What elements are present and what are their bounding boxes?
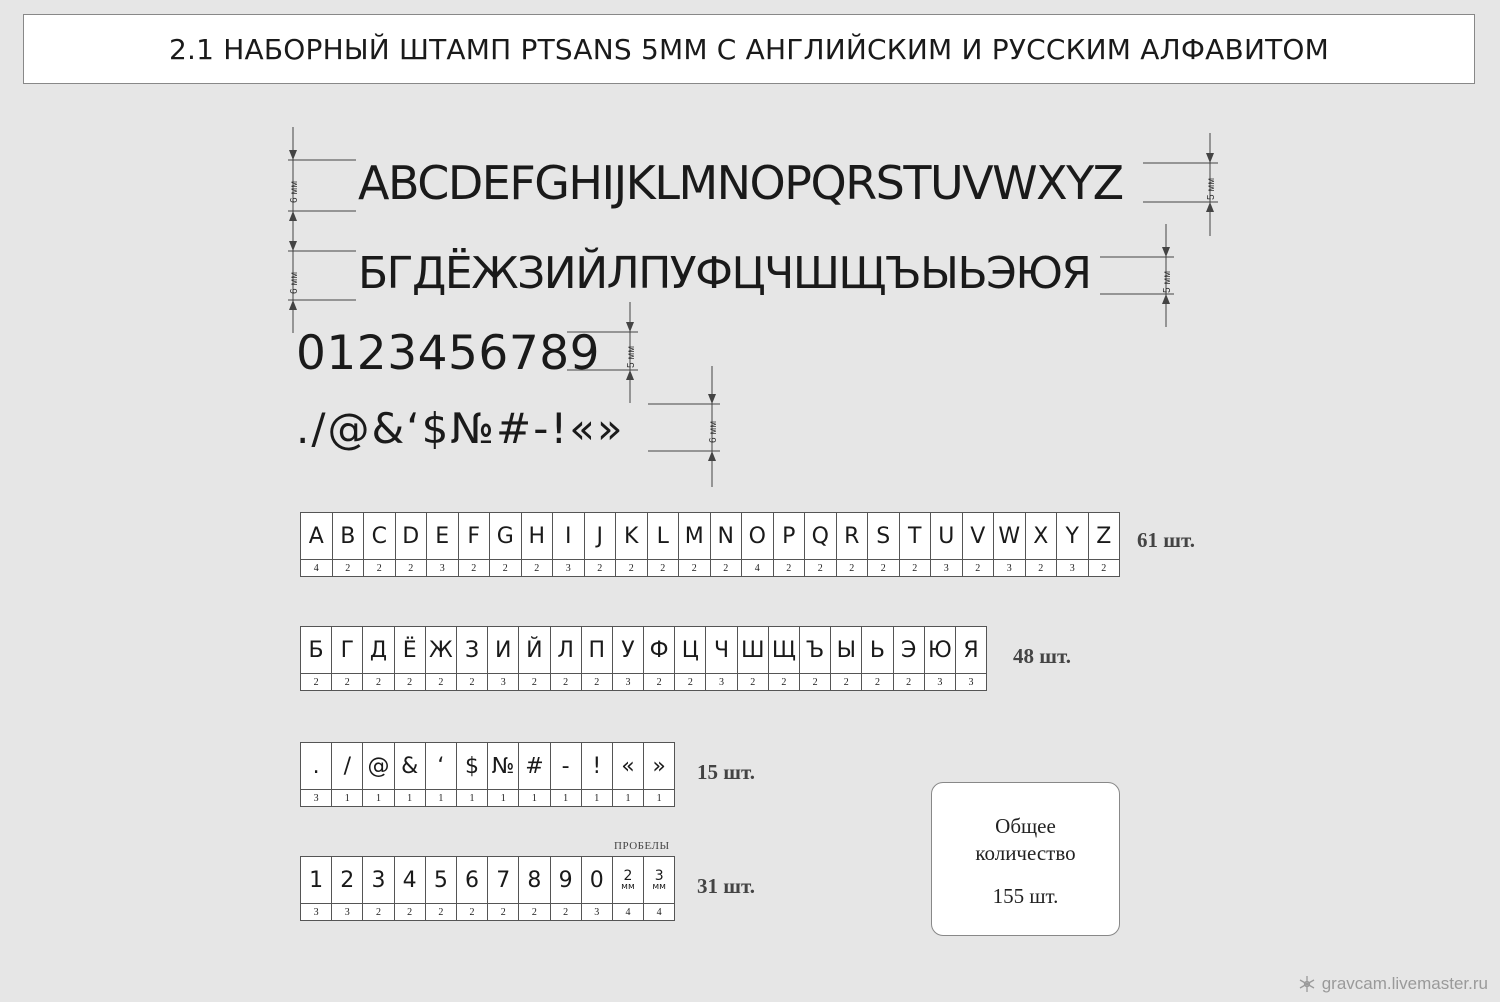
- cyrillic-glyph-cell: Й: [519, 627, 550, 674]
- latin-glyph-cell: A: [301, 513, 333, 560]
- latin-glyph-cell: F: [458, 513, 490, 560]
- cyrillic-glyph-cell: Ы: [831, 627, 862, 674]
- symbols-glyph-cell: «: [612, 743, 643, 790]
- digits-glyph-cell: 5: [425, 857, 456, 904]
- snowflake-logo-icon: [1298, 975, 1316, 993]
- digits-glyph-cell: 7: [488, 857, 519, 904]
- space-unit: мм: [652, 881, 666, 892]
- latin-glyph-cell: H: [521, 513, 553, 560]
- cyrillic-count-cell: 3: [488, 674, 519, 691]
- latin-glyph-cell: V: [962, 513, 994, 560]
- symbols-count-cell: 1: [488, 790, 519, 807]
- dim-label-cyrillic-left: 6 мм: [289, 271, 300, 294]
- latin-stamp-table: [300, 512, 1120, 577]
- symbols-glyph-cell: $: [456, 743, 487, 790]
- symbols-glyph-cell: /: [332, 743, 363, 790]
- latin-glyph-cell: S: [868, 513, 900, 560]
- latin-glyph-cell: L: [647, 513, 679, 560]
- cyrillic-glyph-cell: Ч: [706, 627, 737, 674]
- latin-count-cell: 3: [931, 560, 963, 577]
- symbols-count-cell: 1: [550, 790, 581, 807]
- digits-glyph-cell: 1: [301, 857, 332, 904]
- latin-glyph-cell: O: [742, 513, 774, 560]
- watermark-text: gravcam.livemaster.ru: [1321, 974, 1488, 993]
- cyrillic-count-cell: 3: [955, 674, 986, 691]
- spaces-label: ПРОБЕЛЫ: [614, 840, 670, 852]
- latin-glyph-row: [301, 513, 1120, 560]
- digits-stamp-table: [300, 856, 675, 921]
- symbols-glyph-cell: &: [394, 743, 425, 790]
- cyrillic-count-cell: 3: [924, 674, 955, 691]
- cyrillic-count-row: [301, 674, 987, 691]
- latin-count-cell: 4: [742, 560, 774, 577]
- cyrillic-glyph-cell: Б: [301, 627, 332, 674]
- latin-count-cell: 2: [805, 560, 837, 577]
- latin-count-cell: 2: [490, 560, 522, 577]
- symbols-count-cell: 1: [581, 790, 612, 807]
- symbols-count-cell: 1: [363, 790, 394, 807]
- cyrillic-glyph-cell: Л: [550, 627, 581, 674]
- cyrillic-total: 48 шт.: [1013, 644, 1071, 668]
- space-size: 2: [623, 867, 633, 884]
- cyrillic-glyph-row: [301, 627, 987, 674]
- cyrillic-count-cell: 2: [675, 674, 706, 691]
- digits-glyph-cell: 2: [332, 857, 363, 904]
- cyrillic-stamp-table: [300, 626, 987, 691]
- latin-count-cell: 3: [1057, 560, 1089, 577]
- space-cell: [612, 857, 643, 904]
- cyrillic-count-cell: 2: [425, 674, 456, 691]
- cyrillic-glyph-cell: Ю: [924, 627, 955, 674]
- cyrillic-glyph-cell: Э: [893, 627, 924, 674]
- cyrillic-count-cell: 2: [332, 674, 363, 691]
- digits-glyph-cell: 8: [519, 857, 550, 904]
- digits-specimen: 0123456789: [296, 326, 601, 381]
- latin-count-cell: 2: [364, 560, 396, 577]
- latin-glyph-cell: C: [364, 513, 396, 560]
- latin-count-cell: 2: [521, 560, 553, 577]
- symbols-total: 15 шт.: [697, 760, 755, 784]
- cyrillic-count-cell: 2: [737, 674, 768, 691]
- latin-glyph-cell: Z: [1088, 513, 1120, 560]
- digits-count-cell: 2: [363, 904, 394, 921]
- cyrillic-count-cell: 2: [831, 674, 862, 691]
- cyrillic-glyph-cell: Ж: [425, 627, 456, 674]
- dim-label-cyrillic-right: 5 мм: [1162, 270, 1173, 293]
- cyrillic-glyph-cell: Щ: [768, 627, 799, 674]
- digits-count-cell: 2: [456, 904, 487, 921]
- latin-count-cell: 2: [868, 560, 900, 577]
- page-title: 2.1 НАБОРНЫЙ ШТАМП PTSANS 5ММ С АНГЛИЙСКИМ И РУССКИМ АЛФАВИТОМ: [23, 14, 1475, 84]
- latin-glyph-cell: B: [332, 513, 364, 560]
- cyrillic-glyph-cell: З: [456, 627, 487, 674]
- symbols-glyph-cell: »: [644, 743, 675, 790]
- digits-count-cell: 2: [519, 904, 550, 921]
- dim-label-digits: 5 мм: [626, 345, 637, 368]
- digits-glyph-cell: 9: [550, 857, 581, 904]
- cyrillic-count-cell: 2: [394, 674, 425, 691]
- cyrillic-glyph-cell: П: [581, 627, 612, 674]
- latin-count-row: [301, 560, 1120, 577]
- symbols-count-cell: 1: [519, 790, 550, 807]
- cyrillic-glyph-cell: Ё: [394, 627, 425, 674]
- cyrillic-count-cell: 2: [644, 674, 675, 691]
- symbols-stamp-table: [300, 742, 675, 807]
- cyrillic-count-cell: 2: [862, 674, 893, 691]
- cyrillic-glyph-cell: Г: [332, 627, 363, 674]
- cyrillic-count-cell: 2: [550, 674, 581, 691]
- cyrillic-count-cell: 2: [893, 674, 924, 691]
- latin-glyph-cell: I: [553, 513, 585, 560]
- latin-glyph-cell: U: [931, 513, 963, 560]
- latin-glyph-cell: N: [710, 513, 742, 560]
- summary-box: [931, 782, 1120, 936]
- cyrillic-glyph-cell: Ц: [675, 627, 706, 674]
- latin-glyph-cell: Q: [805, 513, 837, 560]
- latin-glyph-cell: G: [490, 513, 522, 560]
- latin-glyph-cell: M: [679, 513, 711, 560]
- space-unit: мм: [621, 881, 635, 892]
- symbols-glyph-cell: @: [363, 743, 394, 790]
- cyrillic-glyph-cell: Д: [363, 627, 394, 674]
- latin-glyph-cell: W: [994, 513, 1026, 560]
- digits-count-cell: 3: [301, 904, 332, 921]
- latin-glyph-cell: K: [616, 513, 648, 560]
- digits-glyph-row: [301, 857, 675, 904]
- latin-count-cell: 2: [584, 560, 616, 577]
- latin-count-cell: 2: [836, 560, 868, 577]
- digits-count-cell: 4: [612, 904, 643, 921]
- latin-glyph-cell: E: [427, 513, 459, 560]
- cyrillic-count-cell: 2: [800, 674, 831, 691]
- symbols-glyph-cell: ‘: [425, 743, 456, 790]
- latin-count-cell: 3: [427, 560, 459, 577]
- latin-glyph-cell: P: [773, 513, 805, 560]
- symbols-glyph-cell: #: [519, 743, 550, 790]
- summary-line-2: количество: [975, 841, 1076, 865]
- symbols-count-cell: 1: [456, 790, 487, 807]
- symbols-count-cell: 1: [332, 790, 363, 807]
- latin-count-cell: 2: [710, 560, 742, 577]
- digits-count-cell: 2: [394, 904, 425, 921]
- cyrillic-count-cell: 2: [519, 674, 550, 691]
- cyrillic-glyph-cell: У: [612, 627, 643, 674]
- latin-count-cell: 2: [647, 560, 679, 577]
- symbols-count-cell: 1: [612, 790, 643, 807]
- dim-label-symbols: 6 мм: [708, 420, 719, 443]
- digits-count-row: [301, 904, 675, 921]
- cyrillic-glyph-cell: Ь: [862, 627, 893, 674]
- symbols-glyph-cell: -: [550, 743, 581, 790]
- digits-count-cell: 3: [332, 904, 363, 921]
- digits-count-cell: 4: [644, 904, 675, 921]
- symbols-count-cell: 3: [301, 790, 332, 807]
- cyrillic-count-cell: 3: [612, 674, 643, 691]
- symbols-count-cell: 1: [394, 790, 425, 807]
- cyrillic-count-cell: 2: [363, 674, 394, 691]
- dim-label-latin-right: 5 мм: [1206, 177, 1217, 200]
- latin-count-cell: 2: [679, 560, 711, 577]
- digits-glyph-cell: 6: [456, 857, 487, 904]
- latin-glyph-cell: J: [584, 513, 616, 560]
- latin-specimen: ABCDEFGHIJKLMNOPQRSTUVWXYZ: [358, 156, 1123, 210]
- latin-count-cell: 2: [395, 560, 427, 577]
- digits-count-cell: 2: [550, 904, 581, 921]
- latin-count-cell: 2: [962, 560, 994, 577]
- watermark: [1298, 974, 1488, 994]
- latin-count-cell: 2: [1088, 560, 1120, 577]
- symbols-count-cell: 1: [644, 790, 675, 807]
- cyrillic-glyph-cell: Ъ: [800, 627, 831, 674]
- latin-count-cell: 2: [458, 560, 490, 577]
- latin-glyph-cell: T: [899, 513, 931, 560]
- cyrillic-count-cell: 2: [581, 674, 612, 691]
- latin-glyph-cell: D: [395, 513, 427, 560]
- symbols-count-cell: 1: [425, 790, 456, 807]
- latin-glyph-cell: R: [836, 513, 868, 560]
- latin-count-cell: 4: [301, 560, 333, 577]
- latin-total: 61 шт.: [1137, 528, 1195, 552]
- latin-count-cell: 2: [1025, 560, 1057, 577]
- digits-total: 31 шт.: [697, 874, 755, 898]
- summary-total: 155 шт.: [992, 884, 1059, 908]
- latin-count-cell: 2: [616, 560, 648, 577]
- cyrillic-count-cell: 2: [456, 674, 487, 691]
- latin-count-cell: 2: [332, 560, 364, 577]
- symbols-specimen: ./@&‘$№#-!«»: [296, 404, 625, 453]
- cyrillic-glyph-cell: Я: [955, 627, 986, 674]
- symbols-glyph-cell: №: [488, 743, 519, 790]
- cyrillic-glyph-cell: Ф: [644, 627, 675, 674]
- cyrillic-glyph-cell: Ш: [737, 627, 768, 674]
- dim-label-latin-left: 6 мм: [289, 180, 300, 203]
- latin-count-cell: 2: [773, 560, 805, 577]
- latin-count-cell: 3: [994, 560, 1026, 577]
- symbols-glyph-cell: !: [581, 743, 612, 790]
- symbols-glyph-row: [301, 743, 675, 790]
- space-cell: [644, 857, 675, 904]
- latin-count-cell: 2: [899, 560, 931, 577]
- latin-count-cell: 3: [553, 560, 585, 577]
- latin-glyph-cell: X: [1025, 513, 1057, 560]
- digits-count-cell: 2: [488, 904, 519, 921]
- digits-count-cell: 2: [425, 904, 456, 921]
- digits-glyph-cell: 0: [581, 857, 612, 904]
- cyrillic-count-cell: 3: [706, 674, 737, 691]
- digits-glyph-cell: 3: [363, 857, 394, 904]
- symbols-glyph-cell: .: [301, 743, 332, 790]
- symbols-count-row: [301, 790, 675, 807]
- latin-glyph-cell: Y: [1057, 513, 1089, 560]
- digits-count-cell: 3: [581, 904, 612, 921]
- cyrillic-glyph-cell: И: [488, 627, 519, 674]
- cyrillic-specimen: БГДЁЖЗИЙЛПУФЦЧШЩЪЫЬЭЮЯ: [358, 248, 1091, 299]
- summary-line-1: Общее: [995, 814, 1056, 838]
- cyrillic-count-cell: 2: [768, 674, 799, 691]
- space-size: 3: [654, 867, 664, 884]
- digits-glyph-cell: 4: [394, 857, 425, 904]
- cyrillic-count-cell: 2: [301, 674, 332, 691]
